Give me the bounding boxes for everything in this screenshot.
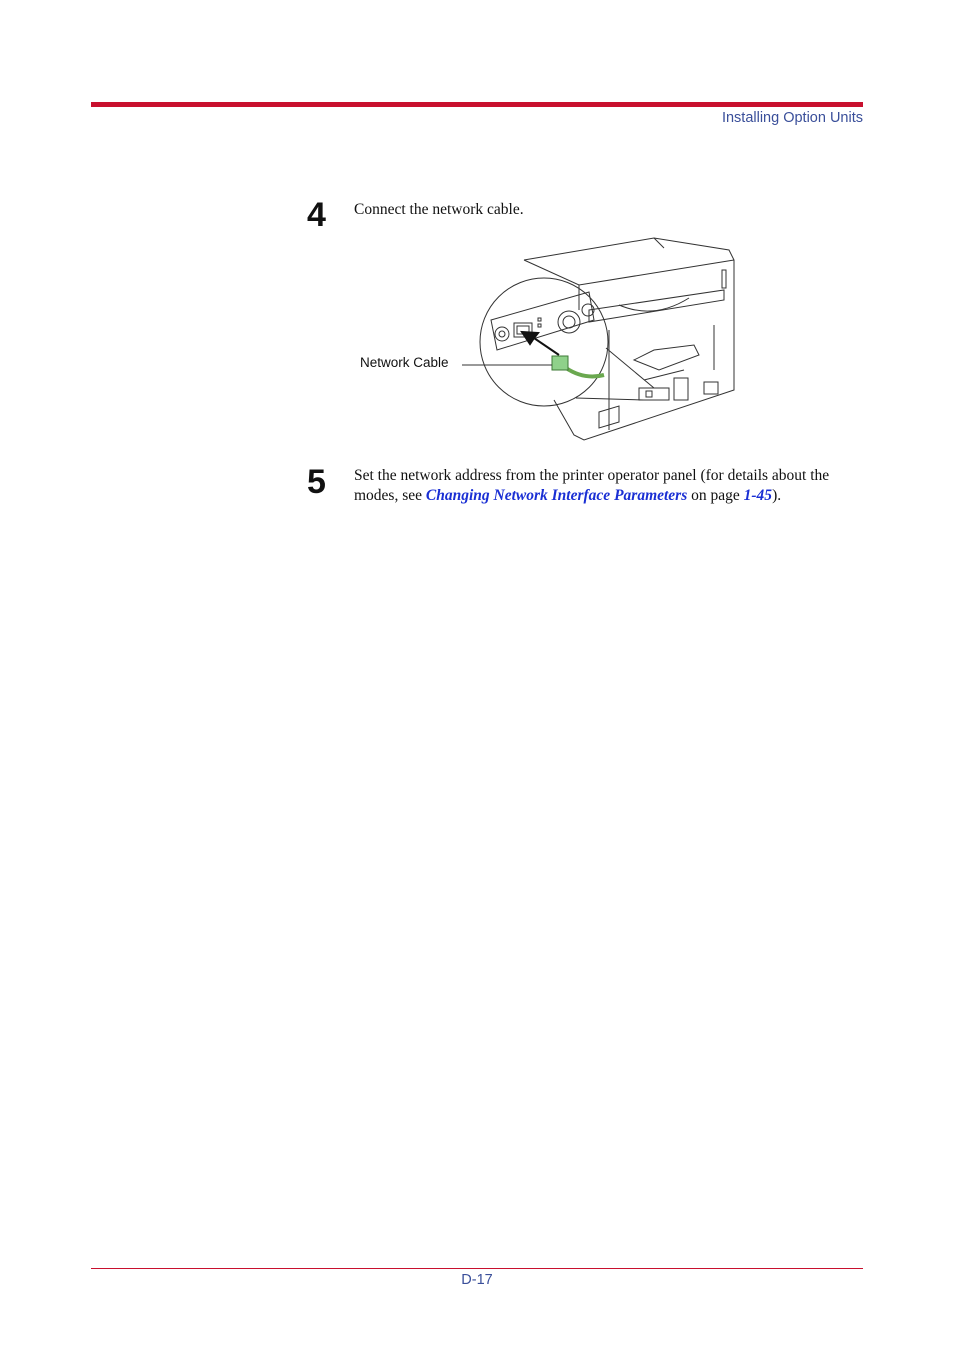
footer-rule (91, 1268, 863, 1269)
step-5-text-after: ). (772, 486, 782, 504)
step-number-4: 4 (307, 196, 326, 234)
step-4-text: Connect the network cable. (354, 201, 524, 218)
page-1-45-link[interactable]: 1-45 (743, 486, 773, 504)
header-rule (91, 102, 863, 107)
section-title: Installing Option Units (721, 110, 863, 126)
step-number-5: 5 (307, 463, 326, 501)
step-5-text-before: Set the network address from the printer operator panel (for details about the modes, see (354, 467, 830, 504)
step-5-text-middle: on page (687, 486, 744, 504)
changing-network-interface-link[interactable]: Changing Network Interface Parameters (425, 486, 688, 504)
page-number: D-17 (461, 1272, 493, 1288)
network-cable-callout: Network Cable (360, 355, 449, 370)
printer-network-cable-illustration (354, 230, 744, 445)
step-5-text (354, 466, 864, 505)
